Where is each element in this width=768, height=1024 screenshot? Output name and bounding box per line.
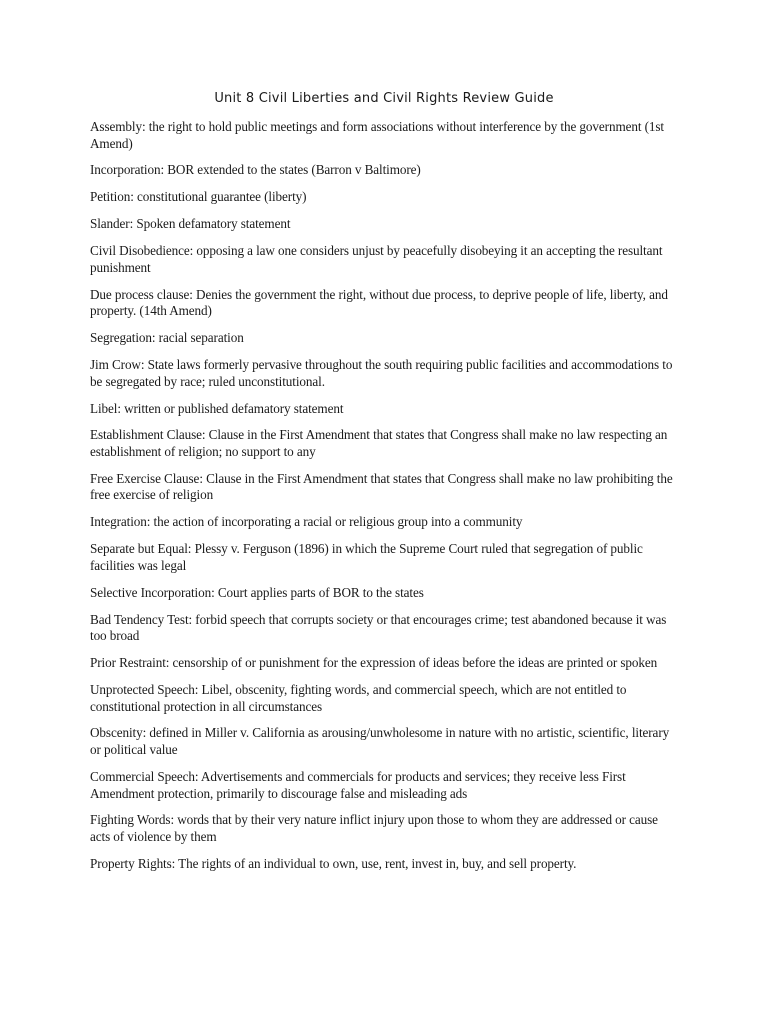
glossary-entry-commercial-speech: Commercial Speech: Advertisements and commercials for products and services; they receive less First Amendment protection, primarily to discourage false and misleading ads <box>90 768 626 801</box>
glossary-entry-slander: Slander: Spoken defamatory statement <box>90 216 291 232</box>
glossary-entry-incorporation: Incorporation: BOR extended to the states (Barron v Baltimore) <box>90 162 421 178</box>
glossary-entry-obscenity: Obscenity: defined in Miller v. California as arousing/unwholesome in nature with no artistic, scientific, literary or political value <box>90 725 670 758</box>
glossary-entry-selective-incorporation: Selective Incorporation: Court applies parts of BOR to the states <box>90 584 424 600</box>
glossary-entry-petition: Petition: constitutional guarantee (liberty) <box>90 189 307 205</box>
glossary-entry-due-process-clause: Due process clause: Denies the government the right, without due process, to deprive people of life, liberty, and property. (14th Amend) <box>90 286 668 319</box>
glossary-entry-civil-disobedience: Civil Disobedience: opposing a law one considers unjust by peacefully disobeying it an accepting the resultant punishment <box>90 243 663 275</box>
glossary-entry-prior-restraint: Prior Restraint: censorship of or punishment for the expression of ideas before the ideas are printed or spoken <box>90 655 658 671</box>
glossary-entry-bad-tendency-test: Bad Tendency Test: forbid speech that corrupts society or that encourages crime; test abandoned because it was too broad <box>90 611 667 644</box>
glossary-entry-segregation: Segregation: racial separation <box>90 330 244 346</box>
glossary-entry-establishment-clause: Establishment Clause: Clause in the First Amendment that states that Congress shall make no law respecting an establishment of religion; no support to any <box>90 427 668 459</box>
glossary-entry-property-rights: Property Rights: The rights of an individual to own, use, rent, invest in, buy, and sell property. <box>90 855 577 871</box>
glossary-entry-assembly: Assembly: the right to hold public meetings and form associations without interference by the government (1st Amend) <box>90 119 664 151</box>
document-title: Unit 8 Civil Liberties and Civil Rights Review Guide <box>214 91 554 106</box>
glossary-entry-free-exercise-clause: Free Exercise Clause: Clause in the First Amendment that states that Congress shall make no law prohibiting the free exercise of religion <box>90 470 673 503</box>
glossary-entry-libel: Libel: written or published defamatory statement <box>90 400 344 416</box>
glossary-entry-jim-crow: Jim Crow: State laws formerly pervasive throughout the south requiring public facilities and accommodations to be segregated by race; ruled unconstitutional. <box>90 357 673 389</box>
glossary-entry-unprotected-speech: Unprotected Speech: Libel, obscenity, fighting words, and commercial speech, which are not entitled to constitutional protection in all circumstances <box>90 682 627 714</box>
glossary-list <box>90 119 678 883</box>
glossary-entry-separate-but-equal: Separate but Equal: Plessy v. Ferguson (1896) in which the Supreme Court ruled that segregation of public facilities was legal <box>90 541 643 573</box>
glossary-entry-fighting-words: Fighting Words: words that by their very nature inflict injury upon those to whom they are addressed or cause acts of violence by them <box>90 812 658 845</box>
glossary-entry-integration: Integration: the action of incorporating a racial or religious group into a community <box>90 514 523 530</box>
